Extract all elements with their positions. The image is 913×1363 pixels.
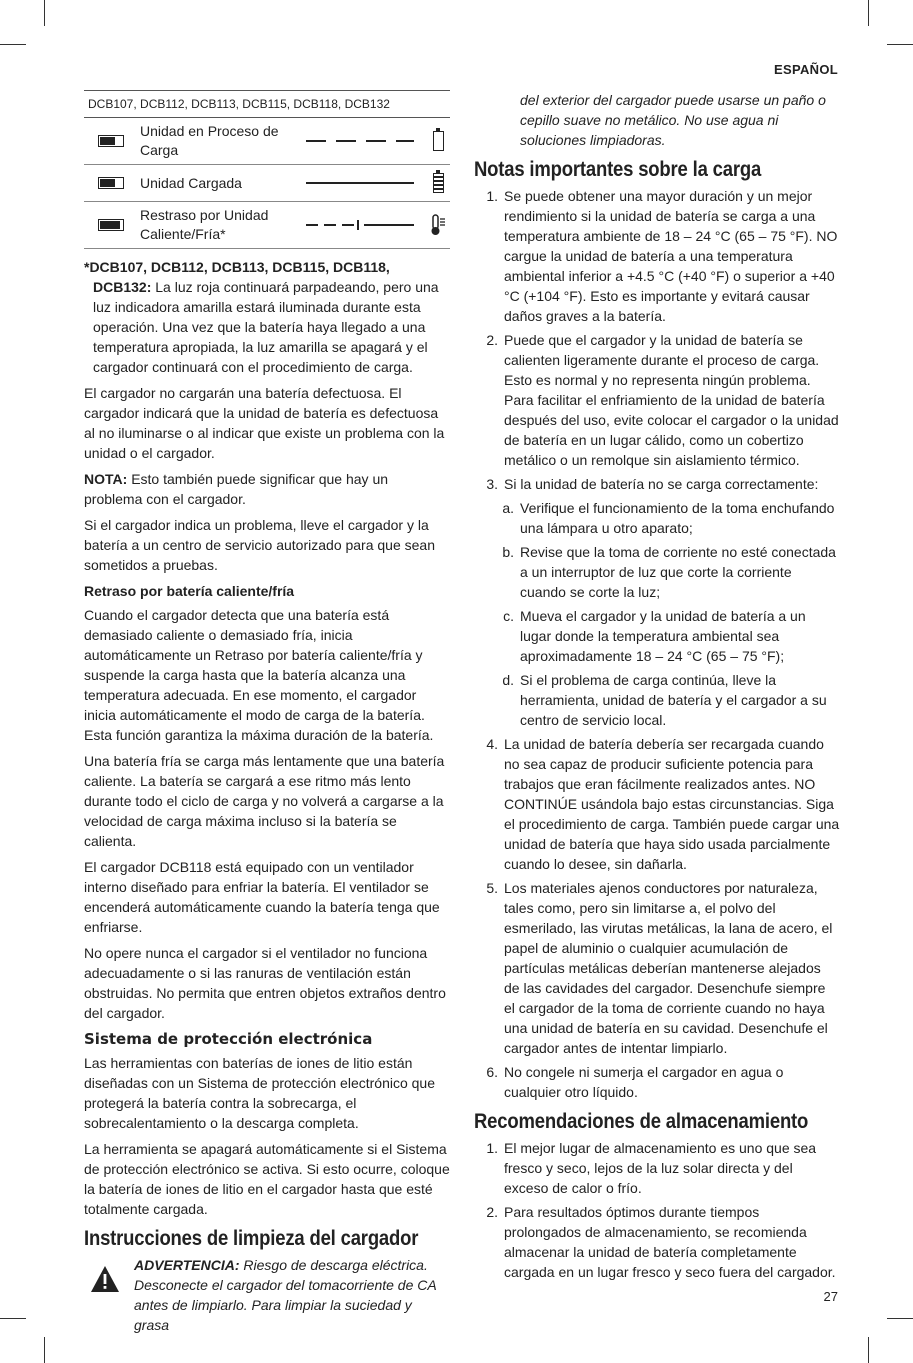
delay-heading: Retraso por batería caliente/fría xyxy=(84,583,295,599)
warning-continued: del exterior del cargador puede usarse un paño o cepillo suave no metálico. No use agua ni soluciones limpiadoras. xyxy=(520,92,826,148)
list-text: Verifique el funcionamiento de la toma enchufando una lámpara u otro aparato; xyxy=(520,500,835,536)
paragraph: Si el cargador indica un problema, lleve el cargador y la batería a un centro de servicio autorizado para que sean sometidos a pruebas. xyxy=(84,517,436,573)
paragraph: Cuando el cargador detecta que una batería está demasiado caliente o demasiado fría, inicia automáticamente un Retraso por batería caliente/fría y suspende la carga hasta que la batería alcanza una temperatura adecuada. En ese momento, el cargador inicia automáticamente el modo de carga de la batería. Esta función garantiza la máxima duración de la batería. xyxy=(84,607,434,743)
list-text: El mejor lugar de almacenamiento es uno que sea fresco y seco, lejos de la luz solar directa y del exceso de calor o frío. xyxy=(504,1140,817,1196)
blink-pattern-icon xyxy=(302,136,417,146)
list-number: 1. xyxy=(486,188,498,204)
crop-mark xyxy=(44,1337,45,1363)
crop-mark xyxy=(0,44,26,45)
note-label: NOTA: xyxy=(84,471,128,487)
list-number: 2. xyxy=(486,332,498,348)
right-column xyxy=(474,90,840,1286)
list-text: Los materiales ajenos conductores por naturaleza, tales como, pero sin limitarse a, el polvo del esmerilado, las virutas metálicas, la lana de acero, el papel de aluminio o cualquier acumulación de partículas metálicas deberían mantenerse alejados de las cavidades del cargador. Desenchufe siempre el cargador de la toma de corriente cuando no haya una unidad de batería en su cavidad. Desenchufe el cargador antes de intentar limpiarlo. xyxy=(504,880,833,1056)
paragraph: No opere nunca el cargador si el ventilador no funciona adecuadamente o si las ranuras de ventilación están obstruidas. No permita que entren objetos extraños dentro del cargador. xyxy=(84,945,446,1021)
list-item xyxy=(474,606,840,666)
led-row-label: Restraso por Unidad Caliente/Fría* xyxy=(140,207,269,242)
list-item xyxy=(474,474,840,494)
language-header: ESPAÑOL xyxy=(774,62,838,77)
list-text: Si el problema de carga continúa, lleve la herramienta, unidad de batería y el cargador a su centro de servicio local. xyxy=(520,672,827,728)
led-row-label: Unidad en Proceso de Carga xyxy=(140,123,279,158)
list-item xyxy=(474,186,840,326)
list-text: Puede que el cargador y la unidad de batería se calienten ligeramente durante el proceso de carga. Esto es normal y no representa ningún problema. Para facilitar el enfriamiento de la unidad de batería después del uso, evite colocar el cargador o la unidad de batería en un lugar cálido, como un cobertizo metálico o un remolque sin aislamiento térmico. xyxy=(504,332,839,468)
crop-mark xyxy=(887,44,913,45)
list-letter: b. xyxy=(502,544,514,560)
note-paragraph xyxy=(84,469,450,509)
list-item xyxy=(474,542,840,602)
led-row-delay xyxy=(84,202,450,249)
warning-body: Riesgo de descarga eléctrica. Desconecte el cargador del tomacorriente de CA antes de limpiarlo. Para limpiar la suciedad y grasa xyxy=(134,1257,437,1333)
crop-mark xyxy=(887,1318,913,1319)
list-text: Revise que la toma de corriente no esté conectada a un interruptor de luz que corte la corriente cuando se corte la luz; xyxy=(520,544,836,600)
warning-block xyxy=(84,1255,450,1335)
warning-label: ADVERTENCIA: xyxy=(134,1257,240,1273)
esp-heading: Sistema de protección electrónica xyxy=(84,1030,373,1048)
list-number: 6. xyxy=(486,1064,498,1080)
list-text: No congele ni sumerja el cargador en agua o cualquier otro líquido. xyxy=(504,1064,784,1100)
list-item xyxy=(474,1138,840,1198)
paragraph: Las herramientas con baterías de iones de litio están diseñadas con un Sistema de protección electrónico que protegerá la batería contra la sobrecarga, el sobrecalentamiento o la descarga completa. xyxy=(84,1055,435,1131)
battery-full-icon xyxy=(433,173,444,193)
notes-heading: Notas importantes sobre la carga xyxy=(474,158,762,181)
list-item xyxy=(474,670,840,730)
notes-list xyxy=(474,186,840,494)
paragraph: Una batería fría se carga más lentamente que una batería caliente. La batería se cargará a ese ritmo más lento durante todo el ciclo de carga y no volverá a cargarse a la velocidad de carga máxima incluso si la batería se calienta. xyxy=(84,753,445,849)
warning-text xyxy=(134,1255,450,1335)
led-row-label: Unidad Cargada xyxy=(140,174,242,191)
list-item xyxy=(474,330,840,470)
paragraph: El cargador no cargarán una batería defectuosa. El cargador indicará que la unidad de batería es defectuosa al no iluminarse o al indicar que existe un problema con la unidad o el cargador. xyxy=(84,385,445,461)
list-letter: d. xyxy=(502,672,514,688)
list-text: Para resultados óptimos durante tiempos prolongados de almacenamiento, se recomienda almacenar la unidad de batería completamente cargada en un lugar fresco y seco fuera del cargador. xyxy=(504,1204,836,1280)
battery-charging-icon xyxy=(433,131,444,151)
subnotes-list xyxy=(474,498,840,730)
list-number: 5. xyxy=(486,880,498,896)
left-column xyxy=(84,90,450,1335)
footnote xyxy=(84,257,450,377)
crop-mark xyxy=(868,1337,869,1363)
list-item xyxy=(474,878,840,1058)
list-number: 1. xyxy=(486,1140,498,1156)
list-item xyxy=(474,1062,840,1102)
list-item xyxy=(474,498,840,538)
list-number: 4. xyxy=(486,736,498,752)
led-table-models: DCB107, DCB112, DCB113, DCB115, DCB118, DCB132 xyxy=(84,90,450,118)
cleaning-heading: Instrucciones de limpieza del cargador xyxy=(84,1227,419,1250)
note-text: Esto también puede significar que hay un problema con el cargador. xyxy=(84,471,389,507)
list-text: Se puede obtener una mayor duración y un mejor rendimiento si la unidad de batería se carga a una temperatura ambiente de 18 – 24 °C (65 – 75 °F). NO cargue la unidad de batería a una temperatura ambiental inferior a +4.5 °C (+40 °F) o superior a +40 °C (+104 °F). Esto es importante y evitará causar daños graves a la batería. xyxy=(504,188,838,324)
solid-led-icon xyxy=(94,175,130,191)
footnote-text: La luz roja continuará parpadeando, pero una luz indicadora amarilla estará iluminada durante esta operación. Una vez que la batería haya llegado a una temperatura apropiada, la luz amarilla se apagará y el cargador continuará con el procedimiento de carga. xyxy=(93,279,439,375)
list-letter: a. xyxy=(502,500,514,516)
list-number: 3. xyxy=(486,476,498,492)
footnote-models: *DCB107, DCB112, DCB113, DCB115, DCB118, DCB132: xyxy=(84,259,390,295)
list-text: La unidad de batería debería ser recargada cuando no sea capaz de producir suficiente potencia para trabajos que eran fácilmente realizados antes. NO CONTINÚE usándola bajo estas circunstancias. Siga el procedimiento de carga. También puede cargar una unidad de batería que haya sido usada parcialmente cuando lo desee, sin dañarla. xyxy=(504,736,840,872)
blinking-led-icon xyxy=(94,217,130,233)
storage-heading: Recomendaciones de almacenamiento xyxy=(474,1110,809,1133)
list-letter: c. xyxy=(503,608,514,624)
notes-list-continued xyxy=(474,734,840,1102)
led-row-charged xyxy=(84,165,450,202)
page-number: 27 xyxy=(823,1289,838,1304)
blinking-led-icon xyxy=(94,133,130,149)
paragraph: La herramienta se apagará automáticamente si el Sistema de protección electrónico se activa. Si esto ocurre, coloque la batería de iones de litio en el cargador hasta que esté totalmente cargada. xyxy=(84,1141,450,1217)
warning-icon xyxy=(90,1265,120,1293)
thermometer-icon xyxy=(430,214,446,236)
delay-pattern-icon xyxy=(302,220,417,230)
crop-mark xyxy=(44,0,45,26)
list-text: Mueva el cargador y la unidad de batería a un lugar donde la temperatura ambiental sea aproximadamente 18 – 24 °C (65 – 75 °F); xyxy=(520,608,806,664)
list-number: 2. xyxy=(486,1204,498,1220)
paragraph: El cargador DCB118 está equipado con un ventilador interno diseñado para enfriar la batería. El ventilador se encenderá automáticamente cuando la batería tenga que enfriarse. xyxy=(84,859,440,935)
list-item xyxy=(474,734,840,874)
list-item xyxy=(474,1202,840,1282)
storage-list xyxy=(474,1138,840,1282)
led-row-charging xyxy=(84,118,450,165)
list-text: Si la unidad de batería no se carga correctamente: xyxy=(504,476,819,492)
crop-mark xyxy=(0,1318,26,1319)
solid-pattern-icon xyxy=(302,178,417,188)
crop-mark xyxy=(868,0,869,26)
